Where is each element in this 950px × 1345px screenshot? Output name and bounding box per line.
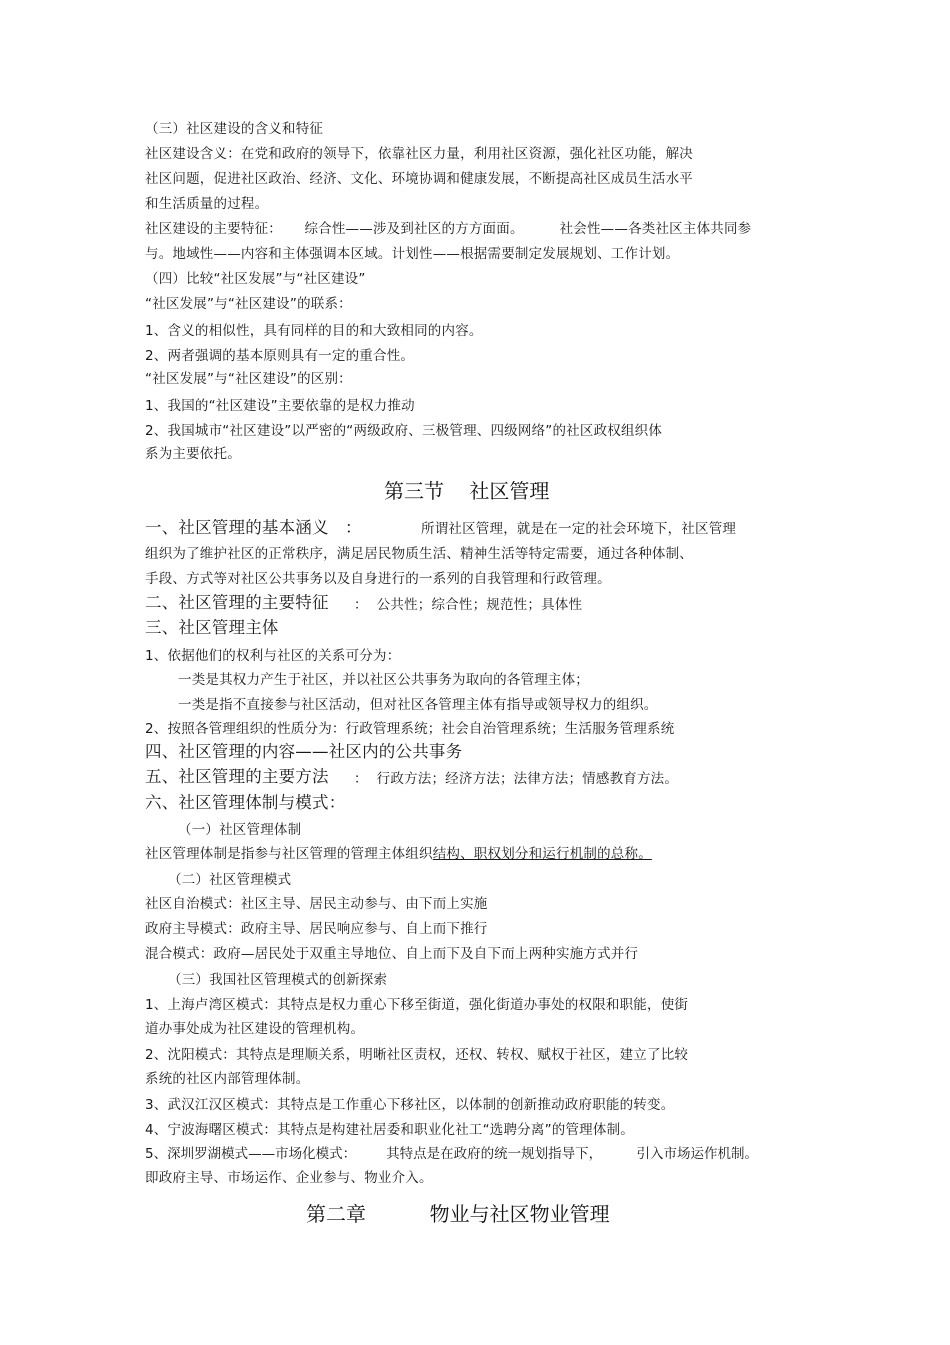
paragraph-line: 道办事处成为社区建设的管理机构。 <box>145 1021 365 1037</box>
list-item: 1、含义的相似性，具有同样的目的和大致相同的内容。 <box>145 323 483 339</box>
paragraph-line: 社区建设含义：在党和政府的领导下，依靠社区力量，利用社区资源，强化社区功能，解决 <box>145 146 693 162</box>
subheading: （二）社区管理模式 <box>168 872 292 888</box>
definition-text: 社区管理体制是指参与社区管理的管理主体组织 <box>145 846 433 862</box>
list-item: 1、依据他们的权利与社区的关系可分为： <box>145 648 401 664</box>
subheading-compare: （四）比较“社区发展”与“社区建设” <box>145 271 366 287</box>
list-item: 社区自治模式：社区主导、居民主动参与、由下而上实施 <box>145 896 488 912</box>
paragraph-line: ： 行政方法；经济方法；法律方法；情感教育方法。 <box>354 771 679 787</box>
list-item: 2、我国城市“社区建设”以严密的“两级政府、三极管理、四级网络”的社区政权组织体 <box>145 423 663 439</box>
heading-s5: 五、社区管理的主要方法 <box>145 767 329 786</box>
list-item: 一类是指不直接参与社区活动，但对社区各管理主体有指导或领导权力的组织。 <box>178 697 658 713</box>
paragraph-line: 社区问题，促进社区政治、经济、文化、环境协调和健康发展，不断提高社区成员生活水平 <box>145 171 693 187</box>
list-item: 2、按照各管理组织的性质分为：行政管理系统；社会自治管理系统；生活服务管理系统 <box>145 721 675 737</box>
paragraph-line: “社区发展”与“社区建设”的联系： <box>145 296 352 312</box>
paragraph-line: ： 公共性；综合性；规范性；具体性 <box>354 597 583 613</box>
subheading-social-construction: （三）社区建设的含义和特征 <box>145 121 324 137</box>
heading-s1: 一、社区管理的基本涵义 ： <box>145 518 362 537</box>
paragraph-line: “社区发展”与“社区建设”的区别： <box>145 371 352 387</box>
list-item: 5、深圳罗湖模式——市场化模式： 其特点是在政府的统一规划指导下， 引入市场运作机制。 <box>145 1146 758 1162</box>
list-item: 2、沈阳模式：其特点是理顺关系，明晰社区责权，还权、转权、赋权于社区，建立了比较 <box>145 1047 689 1063</box>
list-item: 一类是其权力产生于社区，并以社区公共事务为取向的各管理主体； <box>178 672 589 688</box>
subheading: （一）社区管理体制 <box>178 822 302 838</box>
paragraph-line: 组织为了维护社区的正常秩序，满足居民物质生活、精神生活等特定需要，通过各种体制、 <box>145 546 693 562</box>
paragraph-line: 系统的社区内部管理体制。 <box>145 1071 310 1087</box>
subheading: （三）我国社区管理模式的创新探索 <box>168 972 388 988</box>
paragraph-line: 和生活质量的过程。 <box>145 196 269 212</box>
chapter-title: 第二章 物业与社区物业管理 <box>306 1202 610 1226</box>
paragraph-line: 系为主要依托。 <box>145 446 241 462</box>
paragraph-line: 社区建设的主要特征： 综合性——涉及到社区的方方面面。 社会性——各类社区主体共同参 <box>145 221 752 237</box>
heading-s2: 二、社区管理的主要特征 <box>145 593 329 612</box>
list-item: 4、宁波海曙区模式：其特点是构建社居委和职业化社工“选聘分离”的管理体制。 <box>145 1122 634 1138</box>
list-item: 政府主导模式：政府主导、居民响应参与、自上而下推行 <box>145 921 488 937</box>
heading-s3: 三、社区管理主体 <box>145 618 279 637</box>
paragraph-line: 手段、方式等对社区公共事务以及自身进行的一系列的自我管理和行政管理。 <box>145 571 611 587</box>
paragraph-line: 即政府主导、市场运作、企业参与、物业介入。 <box>145 1170 433 1186</box>
list-item: 1、我国的“社区建设”主要依靠的是权力推动 <box>145 398 415 414</box>
section-title: 第三节 社区管理 <box>384 479 550 503</box>
paragraph-line: 与。地域性——内容和主体强调本区域。计划性——根据需要制定发展规划、工作计划。 <box>145 246 680 262</box>
heading-s4: 四、社区管理的内容——社区内的公共事务 <box>145 742 463 761</box>
list-item: 2、两者强调的基本原则具有一定的重合性。 <box>145 348 415 364</box>
list-item: 1、上海卢湾区模式：其特点是权力重心下移至街道，强化街道办事处的权限和职能，使街 <box>145 997 689 1013</box>
list-item: 3、武汉江汉区模式：其特点是工作重心下移社区，以体制的创新推动政府职能的转变。 <box>145 1097 675 1113</box>
heading-s6: 六、社区管理体制与模式： <box>145 793 346 812</box>
definition-underlined: 结构、职权划分和运行机制的总称。 <box>432 846 652 862</box>
paragraph-line: 所谓社区管理，就是在一定的社会环境下，社区管理 <box>421 521 737 537</box>
paragraph-line <box>145 845 652 863</box>
list-item: 混合模式：政府—居民处于双重主导地位、自上而下及自下而上两种实施方式并行 <box>145 946 639 962</box>
